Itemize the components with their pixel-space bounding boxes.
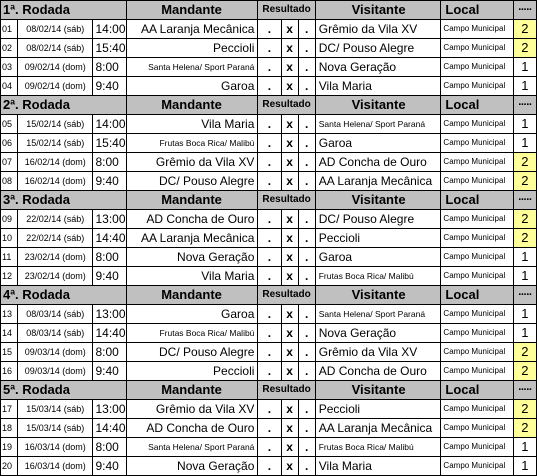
away-team: AD Concha de Ouro [315,153,441,172]
turn-cell: 1 [513,58,536,77]
game-number: 07 [1,153,18,172]
turn-cell: 1 [513,457,536,476]
game-local: Campo Municipal [441,20,513,39]
turn-cell: 2 [513,39,536,58]
score-separator: x [281,172,298,191]
game-number: 14 [1,324,18,343]
away-score[interactable]: . [298,457,315,476]
game-time: 8:00 [93,153,126,172]
score-separator: x [281,20,298,39]
resultado-header: Resultado [258,96,315,115]
mandante-header: Mandante [126,286,258,305]
home-score[interactable]: . [258,457,281,476]
game-date: 16/03/14 (dom) [18,457,93,476]
turn-cell: 1 [513,248,536,267]
home-score[interactable]: . [258,438,281,457]
home-team: Santa Helena/ Sport Paraná [126,58,258,77]
score-separator: x [281,324,298,343]
round-header-row [1,381,537,400]
home-team: DC/ Pouso Alegre [126,343,258,362]
game-date: 09/02/14 (dom) [18,77,93,96]
score-separator: x [281,39,298,58]
game-time: 9:40 [93,267,126,286]
game-row [1,20,537,39]
game-number: 17 [1,400,18,419]
away-team: Santa Helena/ Sport Paraná [315,115,441,134]
game-date: 15/02/14 (sáb) [18,115,93,134]
game-date: 15/03/14 (sáb) [18,419,93,438]
extra-header: ····· [513,191,536,210]
game-local: Campo Municipal [441,58,513,77]
away-team: Nova Geração [315,324,441,343]
game-row [1,153,537,172]
game-local: Campo Municipal [441,305,513,324]
home-team: Vila Maria [126,267,258,286]
game-local: Campo Municipal [441,419,513,438]
local-header: Local [441,381,513,400]
score-separator: x [281,134,298,153]
game-number: 05 [1,115,18,134]
game-number: 15 [1,343,18,362]
away-team: Grêmio da Vila XV [315,343,441,362]
score-separator: x [281,400,298,419]
home-score[interactable]: . [258,20,281,39]
home-team: Grêmio da Vila XV [126,400,258,419]
game-date: 08/03/14 (sáb) [18,324,93,343]
home-team: Nova Geração [126,457,258,476]
away-score[interactable]: . [298,210,315,229]
game-date: 16/02/14 (dom) [18,153,93,172]
away-score[interactable]: . [298,248,315,267]
score-separator: x [281,210,298,229]
game-number: 19 [1,438,18,457]
game-number: 18 [1,419,18,438]
local-header: Local [441,1,513,20]
game-date: 15/03/14 (sáb) [18,400,93,419]
score-separator: x [281,457,298,476]
home-score[interactable]: . [258,210,281,229]
game-time: 8:00 [93,438,126,457]
home-team: Peccioli [126,362,258,381]
game-row [1,248,537,267]
game-time: 14:00 [93,115,126,134]
turn-cell: 2 [513,229,536,248]
away-score[interactable]: . [298,343,315,362]
game-local: Campo Municipal [441,438,513,457]
resultado-header: Resultado [258,1,315,20]
game-date: 09/03/14 (dom) [18,343,93,362]
home-score[interactable]: . [258,115,281,134]
score-separator: x [281,305,298,324]
score-separator: x [281,438,298,457]
home-team: AA Laranja Mecânica [126,229,258,248]
resultado-header: Resultado [258,191,315,210]
away-team: Vila Maria [315,457,441,476]
away-team: Peccioli [315,400,441,419]
away-team: DC/ Pouso Alegre [315,39,441,58]
game-date: 15/02/14 (sáb) [18,134,93,153]
away-score[interactable]: . [298,58,315,77]
game-date: 23/02/14 (dom) [18,248,93,267]
game-time: 14:40 [93,229,126,248]
game-number: 04 [1,77,18,96]
home-team: AD Concha de Ouro [126,419,258,438]
round-header-row [1,191,537,210]
extra-header: ····· [513,1,536,20]
turn-cell: 1 [513,134,536,153]
game-row [1,305,537,324]
game-local: Campo Municipal [441,153,513,172]
game-time: 8:00 [93,248,126,267]
score-separator: x [281,77,298,96]
game-date: 08/02/14 (sáb) [18,20,93,39]
game-local: Campo Municipal [441,343,513,362]
turn-cell: 1 [513,115,536,134]
turn-cell: 2 [513,343,536,362]
game-time: 9:40 [93,362,126,381]
game-local: Campo Municipal [441,362,513,381]
away-team: Garoa [315,134,441,153]
home-score[interactable]: . [258,324,281,343]
away-team: AD Concha de Ouro [315,362,441,381]
round-header-row [1,1,537,20]
game-number: 09 [1,210,18,229]
turn-cell: 2 [513,419,536,438]
game-time: 8:00 [93,58,126,77]
game-local: Campo Municipal [441,248,513,267]
game-row [1,77,537,96]
score-separator: x [281,153,298,172]
home-team: AD Concha de Ouro [126,210,258,229]
game-local: Campo Municipal [441,39,513,58]
game-time: 9:40 [93,172,126,191]
home-score[interactable]: . [258,267,281,286]
round-title: 5ª. Rodada [1,381,127,400]
game-time: 13:00 [93,210,126,229]
home-team: AA Laranja Mecânica [126,20,258,39]
score-separator: x [281,419,298,438]
visitante-header: Visitante [315,1,441,20]
away-score[interactable]: . [298,153,315,172]
home-score[interactable]: . [258,343,281,362]
visitante-header: Visitante [315,191,441,210]
extra-header: ····· [513,381,536,400]
away-score[interactable]: . [298,400,315,419]
home-score[interactable]: . [258,419,281,438]
extra-header: ····· [513,286,536,305]
turn-cell: 2 [513,362,536,381]
away-team: AA Laranja Mecânica [315,172,441,191]
round-title: 1ª. Rodada [1,1,127,20]
away-score[interactable]: . [298,229,315,248]
game-row [1,210,537,229]
home-score[interactable]: . [258,39,281,58]
game-local: Campo Municipal [441,324,513,343]
mandante-header: Mandante [126,96,258,115]
home-team: Garoa [126,77,258,96]
round-title: 4ª. Rodada [1,286,127,305]
round-title: 2ª. Rodada [1,96,127,115]
home-team: Vila Maria [126,115,258,134]
local-header: Local [441,96,513,115]
game-row [1,58,537,77]
game-date: 09/02/14 (dom) [18,58,93,77]
home-team: Grêmio da Vila XV [126,153,258,172]
turn-cell: 1 [513,267,536,286]
away-team: AA Laranja Mecânica [315,419,441,438]
turn-cell: 1 [513,324,536,343]
game-local: Campo Municipal [441,115,513,134]
away-score[interactable]: . [298,305,315,324]
game-row [1,324,537,343]
visitante-header: Visitante [315,381,441,400]
away-team: Santa Helena/ Sport Paraná [315,305,441,324]
schedule-body [1,1,537,476]
score-separator: x [281,343,298,362]
home-score[interactable]: . [258,248,281,267]
game-number: 03 [1,58,18,77]
home-score[interactable]: . [258,362,281,381]
game-local: Campo Municipal [441,457,513,476]
game-time: 9:40 [93,77,126,96]
turn-cell: 2 [513,153,536,172]
round-header-row [1,286,537,305]
game-number: 20 [1,457,18,476]
away-team: Nova Geração [315,58,441,77]
home-score[interactable]: . [258,77,281,96]
game-local: Campo Municipal [441,229,513,248]
game-number: 02 [1,39,18,58]
game-number: 12 [1,267,18,286]
game-row [1,400,537,419]
score-separator: x [281,115,298,134]
visitante-header: Visitante [315,286,441,305]
game-date: 23/02/14 (dom) [18,267,93,286]
turn-cell: 1 [513,77,536,96]
game-row [1,419,537,438]
home-team: Frutas Boca Rica/ Malibú [126,324,258,343]
home-score[interactable]: . [258,172,281,191]
game-number: 16 [1,362,18,381]
game-number: 10 [1,229,18,248]
turn-cell: 1 [513,305,536,324]
game-time: 8:00 [93,343,126,362]
turn-cell: 2 [513,210,536,229]
game-row [1,172,537,191]
score-separator: x [281,229,298,248]
game-time: 13:00 [93,305,126,324]
visitante-header: Visitante [315,96,441,115]
game-number: 13 [1,305,18,324]
home-score[interactable]: . [258,58,281,77]
extra-header: ····· [513,96,536,115]
game-number: 08 [1,172,18,191]
game-row [1,134,537,153]
game-date: 22/02/14 (sáb) [18,210,93,229]
mandante-header: Mandante [126,191,258,210]
game-local: Campo Municipal [441,210,513,229]
game-time: 13:00 [93,400,126,419]
game-local: Campo Municipal [441,172,513,191]
game-date: 08/02/14 (sáb) [18,39,93,58]
game-row [1,267,537,286]
turn-cell: 2 [513,172,536,191]
away-score[interactable]: . [298,267,315,286]
resultado-header: Resultado [258,381,315,400]
turn-cell: 1 [513,438,536,457]
game-row [1,362,537,381]
score-separator: x [281,58,298,77]
game-local: Campo Municipal [441,400,513,419]
game-time: 15:40 [93,39,126,58]
game-row [1,438,537,457]
away-team: Grêmio da Vila XV [315,20,441,39]
game-row [1,115,537,134]
away-score[interactable]: . [298,134,315,153]
home-team: DC/ Pouso Alegre [126,172,258,191]
away-team: Garoa [315,248,441,267]
away-score[interactable]: . [298,438,315,457]
game-time: 14:40 [93,324,126,343]
away-score[interactable]: . [298,324,315,343]
away-score[interactable]: . [298,20,315,39]
game-date: 16/02/14 (dom) [18,172,93,191]
away-score[interactable]: . [298,39,315,58]
away-team: Frutas Boca Rica/ Malibú [315,267,441,286]
game-number: 01 [1,20,18,39]
game-date: 16/03/14 (dom) [18,438,93,457]
mandante-header: Mandante [126,381,258,400]
home-team: Nova Geração [126,248,258,267]
game-local: Campo Municipal [441,134,513,153]
game-time: 14:40 [93,419,126,438]
score-separator: x [281,248,298,267]
game-local: Campo Municipal [441,77,513,96]
turn-cell: 2 [513,400,536,419]
game-number: 06 [1,134,18,153]
local-header: Local [441,286,513,305]
game-row [1,229,537,248]
local-header: Local [441,191,513,210]
turn-cell: 2 [513,20,536,39]
game-local: Campo Municipal [441,267,513,286]
game-row [1,39,537,58]
game-time: 14:00 [93,20,126,39]
away-score[interactable]: . [298,172,315,191]
away-score[interactable]: . [298,77,315,96]
home-team: Santa Helena/ Sport Paraná [126,438,258,457]
away-team: Peccioli [315,229,441,248]
mandante-header: Mandante [126,1,258,20]
home-score[interactable]: . [258,153,281,172]
game-date: 09/03/14 (dom) [18,362,93,381]
round-title: 3ª. Rodada [1,191,127,210]
home-score[interactable]: . [258,134,281,153]
away-score[interactable]: . [298,362,315,381]
game-date: 08/03/14 (sáb) [18,305,93,324]
away-team: Vila Maria [315,77,441,96]
home-team: Garoa [126,305,258,324]
game-row [1,343,537,362]
home-team: Peccioli [126,39,258,58]
game-time: 15:40 [93,134,126,153]
game-date: 22/02/14 (sáb) [18,229,93,248]
home-score[interactable]: . [258,400,281,419]
score-separator: x [281,267,298,286]
game-time: 9:40 [93,457,126,476]
away-team: Frutas Boca Rica/ Malibú [315,438,441,457]
away-score[interactable]: . [298,419,315,438]
resultado-header: Resultado [258,286,315,305]
away-team: DC/ Pouso Alegre [315,210,441,229]
game-row [1,457,537,476]
round-header-row [1,96,537,115]
home-score[interactable]: . [258,305,281,324]
game-number: 11 [1,248,18,267]
home-team: Frutas Boca Rica/ Malibú [126,134,258,153]
away-score[interactable]: . [298,115,315,134]
home-score[interactable]: . [258,229,281,248]
score-separator: x [281,362,298,381]
